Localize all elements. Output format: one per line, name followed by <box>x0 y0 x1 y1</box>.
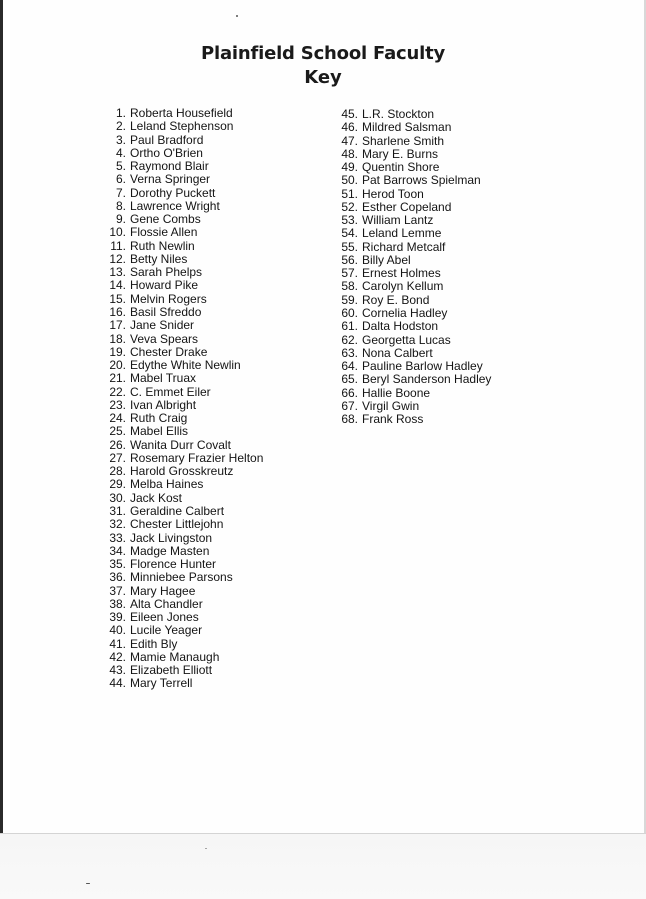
list-item <box>338 201 491 214</box>
list-item-number: 31. <box>109 503 126 518</box>
list-item <box>338 400 491 413</box>
list-item-number: 43. <box>109 663 126 678</box>
list-item-number: 25. <box>109 424 126 439</box>
list-item-name: Gene Combs <box>130 212 201 227</box>
list-item <box>338 174 491 187</box>
list-item-number: 49. <box>341 160 358 175</box>
list-item <box>106 306 263 319</box>
list-item <box>106 293 263 306</box>
list-item-number: 44. <box>109 676 126 691</box>
list-item <box>106 465 263 478</box>
list-item-number: 7. <box>115 185 126 200</box>
list-item-name: Mary Terrell <box>130 676 193 691</box>
header <box>0 42 646 90</box>
list-item-name: Jack Kost <box>130 490 183 505</box>
list-item <box>338 214 491 227</box>
list-item-name: Flossie Allen <box>130 225 198 240</box>
list-item <box>106 425 263 438</box>
list-item-name: Dorothy Puckett <box>130 185 216 200</box>
list-item <box>106 611 263 624</box>
list-item-number: 51. <box>341 186 358 201</box>
list-item-name: Mildred Salsman <box>362 120 452 135</box>
list-item <box>106 346 263 359</box>
list-item-number: 54. <box>341 226 358 241</box>
list-item <box>106 452 263 465</box>
list-item <box>106 187 263 200</box>
list-item-number: 8. <box>115 198 126 213</box>
list-item-name: Veva Spears <box>130 331 199 346</box>
list-item-number: 55. <box>341 239 358 254</box>
list-item-number: 52. <box>341 199 358 214</box>
list-item-name: Elizabeth Elliott <box>130 663 213 678</box>
list-item-name: Eileen Jones <box>130 610 199 625</box>
scan-speck <box>236 15 238 17</box>
list-item-name: Leland Lemme <box>362 226 442 241</box>
list-item-number: 68. <box>341 412 358 427</box>
list-item-number: 36. <box>109 570 126 585</box>
list-item-number: 2. <box>115 119 126 134</box>
list-item <box>106 160 263 173</box>
list-item-name: Florence Hunter <box>130 557 217 572</box>
list-item-number: 60. <box>341 305 358 320</box>
list-item <box>106 505 263 518</box>
list-item <box>106 359 263 372</box>
list-item <box>106 266 263 279</box>
list-item <box>106 598 263 611</box>
list-item-name: Madge Masten <box>130 543 210 558</box>
list-item-name: Betty Niles <box>130 251 188 266</box>
list-item-number: 18. <box>109 331 126 346</box>
list-item <box>338 121 491 134</box>
list-item-number: 1. <box>115 106 126 120</box>
list-item-number: 11. <box>110 238 126 253</box>
list-item-number: 65. <box>341 372 358 387</box>
list-item-number: 56. <box>341 252 358 267</box>
list-item <box>106 664 263 677</box>
list-item-name: Dalta Hodston <box>362 319 439 334</box>
list-item-name: Nona Calbert <box>362 345 433 360</box>
list-item-name: Verna Springer <box>130 172 211 187</box>
list-item-name: Ivan Albright <box>130 397 197 412</box>
list-item-number: 42. <box>109 649 126 664</box>
list-item-name: Jack Livingston <box>130 530 213 545</box>
list-item <box>338 280 491 293</box>
list-item-number: 20. <box>109 358 126 373</box>
list-item-name: Mamie Manaugh <box>130 649 220 664</box>
list-item-name: C. Emmet Eiler <box>130 384 211 399</box>
list-item-number: 22. <box>109 384 126 399</box>
list-item-name: Beryl Sanderson Hadley <box>362 372 492 387</box>
list-item <box>338 148 491 161</box>
list-item-name: Lucile Yeager <box>130 623 203 638</box>
scan-speck <box>205 848 207 849</box>
list-item-name: William Lantz <box>362 213 434 228</box>
list-item-name: Pat Barrows Spielman <box>362 173 481 188</box>
list-item <box>338 307 491 320</box>
list-item <box>338 241 491 254</box>
list-item-number: 33. <box>109 530 126 545</box>
list-item-name: Pauline Barlow Hadley <box>362 359 483 374</box>
list-item-number: 62. <box>341 332 358 347</box>
list-item <box>106 478 263 491</box>
scan-speck <box>86 883 90 884</box>
list-item <box>106 120 263 133</box>
list-item-number: 26. <box>109 437 126 452</box>
list-item-number: 57. <box>341 266 358 281</box>
list-item-number: 19. <box>109 344 126 359</box>
list-item-name: Chester Drake <box>130 344 208 359</box>
list-item-number: 45. <box>341 107 358 121</box>
list-item-number: 46. <box>341 120 358 135</box>
list-item-name: Minniebee Parsons <box>130 570 233 585</box>
list-item-name: Ernest Holmes <box>362 266 441 281</box>
list-item <box>338 373 491 386</box>
list-item <box>106 213 263 226</box>
list-item-number: 37. <box>109 583 126 598</box>
list-item-number: 16. <box>109 304 126 319</box>
list-item <box>106 585 263 598</box>
list-item-name: Harold Grosskreutz <box>130 464 234 479</box>
list-item-number: 3. <box>115 132 126 147</box>
list-item-number: 30. <box>109 490 126 505</box>
list-item <box>106 147 263 160</box>
list-item <box>338 413 491 426</box>
list-item-number: 63. <box>341 345 358 360</box>
list-item-name: Ortho O'Brien <box>130 145 203 160</box>
list-item-number: 53. <box>341 213 358 228</box>
list-item-number: 40. <box>109 623 126 638</box>
list-item <box>106 492 263 505</box>
list-item-number: 66. <box>341 385 358 400</box>
list-item-number: 48. <box>341 146 358 161</box>
list-item-number: 24. <box>109 411 126 426</box>
list-item <box>106 558 263 571</box>
list-item-name: Ruth Newlin <box>130 238 195 253</box>
list-item-name: Cornelia Hadley <box>362 305 448 320</box>
list-item-number: 47. <box>341 133 358 148</box>
list-item-number: 6. <box>115 172 126 187</box>
list-item <box>106 200 263 213</box>
list-item-number: 13. <box>109 265 126 280</box>
list-item-name: Mabel Ellis <box>130 424 189 439</box>
list-item-name: Mary Hagee <box>130 583 196 598</box>
list-item-name: Herod Toon <box>362 186 424 201</box>
list-item-name: Carolyn Kellum <box>362 279 444 294</box>
list-item <box>106 532 263 545</box>
list-item-number: 10. <box>109 225 126 240</box>
list-item-name: Melvin Rogers <box>130 291 207 306</box>
list-item-number: 61. <box>341 319 358 334</box>
list-item-name: Sharlene Smith <box>362 133 445 148</box>
list-item-number: 5. <box>115 159 126 174</box>
list-item-name: Wanita Durr Covalt <box>130 437 231 452</box>
list-item-number: 9. <box>115 212 126 227</box>
list-item <box>106 439 263 452</box>
list-item-name: Mabel Truax <box>130 371 197 386</box>
list-item-name: Hallie Boone <box>362 385 431 400</box>
list-item-number: 59. <box>341 292 358 307</box>
list-item <box>338 360 491 373</box>
list-item-name: Edythe White Newlin <box>130 358 241 373</box>
list-item-number: 17. <box>109 318 126 333</box>
list-item <box>106 279 263 292</box>
list-item-number: 64. <box>341 359 358 374</box>
list-item-number: 28. <box>109 464 126 479</box>
list-item <box>338 267 491 280</box>
list-item-number: 32. <box>109 517 126 532</box>
list-item-name: Chester Littlejohn <box>130 517 224 532</box>
scan-bottom-shade <box>0 833 646 899</box>
list-item <box>106 319 263 332</box>
list-item <box>106 545 263 558</box>
list-item-name: Sarah Phelps <box>130 265 203 280</box>
list-item <box>338 334 491 347</box>
list-item <box>106 412 263 425</box>
list-item <box>106 571 263 584</box>
list-item-name: Billy Abel <box>362 252 411 267</box>
list-item-number: 38. <box>109 596 126 611</box>
list-item-number: 58. <box>341 279 358 294</box>
list-item-name: Edith Bly <box>130 636 178 651</box>
list-item-name: Georgetta Lucas <box>362 332 451 347</box>
list-item-name: Richard Metcalf <box>362 239 446 254</box>
list-item <box>106 624 263 637</box>
page-title: Plainfield School Faculty <box>200 43 446 64</box>
list-item <box>106 240 263 253</box>
list-item-name: Ruth Craig <box>130 411 188 426</box>
list-item-name: L.R. Stockton <box>362 107 435 121</box>
scan-left-edge <box>0 0 3 899</box>
list-item-number: 35. <box>109 557 126 572</box>
list-item-number: 34. <box>109 543 126 558</box>
list-item-name: Roy E. Bond <box>362 292 430 307</box>
list-item <box>338 347 491 360</box>
list-item <box>106 173 263 186</box>
list-item-number: 27. <box>109 450 126 465</box>
list-item-name: Lawrence Wright <box>130 198 220 213</box>
list-item <box>106 372 263 385</box>
list-item <box>106 134 263 147</box>
list-item-name: Rosemary Frazier Helton <box>130 450 264 465</box>
list-item <box>106 638 263 651</box>
list-item-name: Basil Sfreddo <box>130 304 202 319</box>
list-item-number: 67. <box>341 398 358 413</box>
list-item-number: 15. <box>109 291 126 306</box>
list-item <box>106 107 263 120</box>
list-item <box>338 387 491 400</box>
list-item <box>338 320 491 333</box>
page-subtitle: Key <box>304 67 342 88</box>
list-item <box>106 226 263 239</box>
list-item <box>338 161 491 174</box>
list-item-name: Paul Bradford <box>130 132 204 147</box>
list-item-name: Alta Chandler <box>130 596 203 611</box>
list-item-number: 14. <box>109 278 126 293</box>
list-item <box>106 333 263 346</box>
list-item <box>106 386 263 399</box>
list-item <box>338 227 491 240</box>
list-item-name: Melba Haines <box>130 477 204 492</box>
list-item <box>106 677 263 690</box>
list-item <box>338 135 491 148</box>
list-item-number: 12. <box>109 251 126 266</box>
list-item <box>338 254 491 267</box>
list-item-number: 23. <box>109 397 126 412</box>
list-item <box>106 518 263 531</box>
list-item <box>106 399 263 412</box>
list-item-number: 29. <box>109 477 126 492</box>
list-item-name: Roberta Housefield <box>130 106 233 120</box>
list-item-name: Geraldine Calbert <box>130 503 225 518</box>
list-item-name: Quentin Shore <box>362 160 440 175</box>
list-item-name: Virgil Gwin <box>362 398 420 413</box>
list-item-name: Frank Ross <box>362 412 424 427</box>
faculty-list-left <box>106 107 263 691</box>
list-item-number: 39. <box>109 610 126 625</box>
list-item-name: Raymond Blair <box>130 159 209 174</box>
list-item-name: Leland Stephenson <box>130 119 234 134</box>
list-item-number: 21. <box>109 371 126 386</box>
list-item <box>106 651 263 664</box>
list-item-name: Howard Pike <box>130 278 199 293</box>
list-item-name: Jane Snider <box>130 318 195 333</box>
list-item-name: Esther Copeland <box>362 199 452 214</box>
list-item-number: 41. <box>109 636 126 651</box>
list-item <box>106 253 263 266</box>
faculty-list-right <box>338 108 491 426</box>
list-item-number: 50. <box>341 173 358 188</box>
list-item <box>338 108 491 121</box>
list-item-name: Mary E. Burns <box>362 146 439 161</box>
list-item <box>338 294 491 307</box>
list-item <box>338 188 491 201</box>
list-item-number: 4. <box>115 145 126 160</box>
